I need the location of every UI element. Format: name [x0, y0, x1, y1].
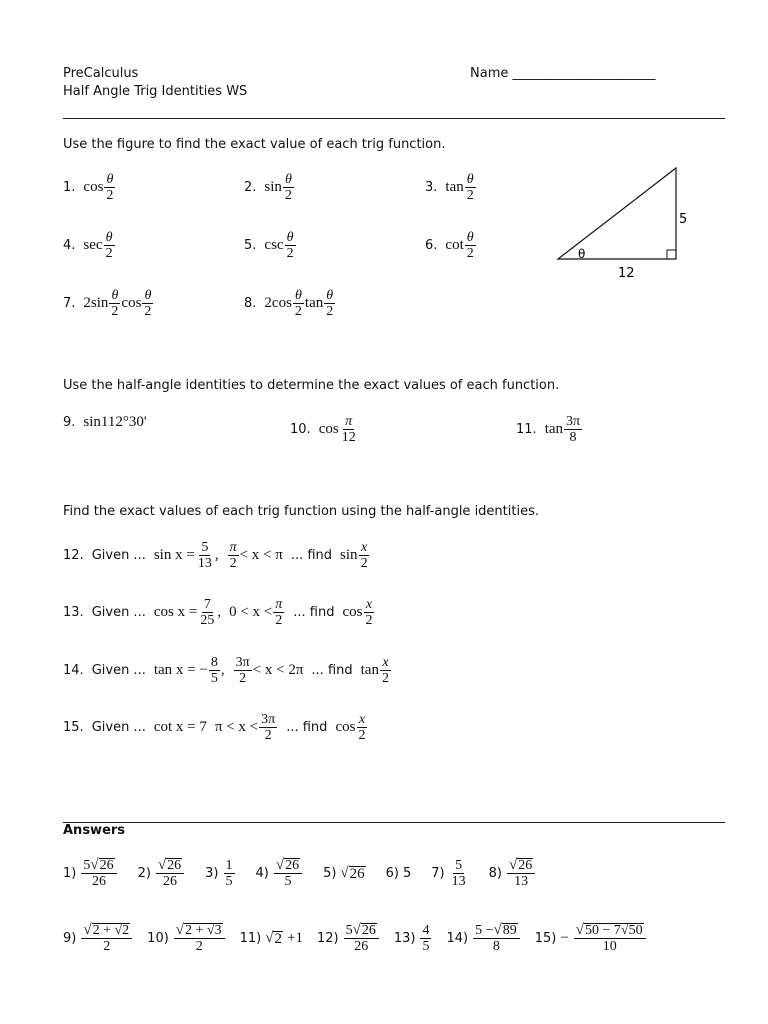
fraction: $\frac{8}{5}$: [210, 655, 218, 686]
condition: cos x =: [153, 604, 198, 620]
trig-function: tan: [445, 179, 464, 195]
problem-1: [63, 172, 116, 203]
fraction: $\frac{\theta}{2}$: [144, 288, 152, 319]
trig-function: 2cos: [264, 295, 292, 311]
fraction: $\frac{\theta}{2}$: [284, 172, 292, 203]
trig-function: tan: [304, 295, 324, 311]
trig-function: sin: [264, 179, 282, 195]
range: π < x <: [214, 719, 259, 735]
trig-function: cos: [83, 179, 104, 195]
fraction: $\frac{3\pi}{2}$: [261, 712, 276, 743]
fraction: $\frac{\pi}{2}$: [229, 540, 237, 571]
answers-row-1: [63, 858, 536, 889]
fraction: $\frac{\pi}{2}$: [275, 597, 283, 628]
condition: cot x = 7: [153, 719, 207, 735]
problem-9: [63, 414, 147, 431]
trig-function: sin: [340, 547, 358, 563]
problem-2: [244, 172, 295, 203]
fraction: $\frac{\theta}{2}$: [286, 230, 294, 261]
fraction: $\frac{x}{2}$: [365, 597, 373, 628]
problem-number: 11.: [516, 422, 537, 437]
section1-instruction: Use the figure to find the exact value of each trig function.: [63, 137, 446, 152]
fraction: $\frac{x}{2}$: [381, 655, 389, 686]
condition: sin x =: [153, 547, 195, 563]
problem-4: [63, 230, 116, 261]
triangle-shape: [558, 168, 676, 259]
answers-row-2: [63, 923, 647, 954]
problem-8: [244, 288, 336, 319]
problem-number: 12.: [63, 548, 84, 563]
fraction: $\frac{5}{13}$: [197, 540, 212, 571]
trig-function: cos: [121, 295, 142, 311]
answer-2: 2) √ 26 26: [138, 858, 186, 889]
problem-number: 2.: [244, 180, 257, 195]
answers-divider: [63, 822, 725, 823]
problem-number: 10.: [290, 422, 311, 437]
problem-6: [425, 230, 477, 261]
given-label: Given ...: [91, 605, 146, 620]
answers-heading: Answers: [63, 823, 126, 838]
answer-8: 8) √ 26 13: [489, 858, 537, 889]
trig-function: tan: [544, 421, 564, 437]
condition: tan x = −: [153, 662, 208, 678]
adjacent-side-label: 12: [618, 266, 635, 281]
problem-number: 8.: [244, 296, 257, 311]
fraction: $\frac{\theta}{2}$: [106, 172, 114, 203]
problem-14: 14. Given ... tan x = − $\frac{8}{5}$ , $\frac{3\pi}{2}$ < x < 2π ... find tan $\frac{x}{2}$: [63, 655, 389, 686]
fraction: $\frac{\pi}{12}$: [341, 414, 356, 445]
problem-11: [516, 414, 583, 445]
expression: sin112°30': [83, 414, 147, 430]
problem-13: 13. Given ... cos x = $\frac{7}{25}$ , 0 < x < $\frac{\pi}{2}$ ... find cos $\frac{x}{2}$: [63, 597, 373, 628]
answer-6: 6) 5: [385, 866, 412, 881]
angle-label: θ: [578, 247, 586, 261]
problem-7: [63, 288, 154, 319]
problem-number: 13.: [63, 605, 84, 620]
answer-13: 13) $\frac{4}{5}$: [393, 923, 430, 954]
problem-number: 14.: [63, 663, 84, 678]
opposite-side-label: 5: [679, 212, 688, 227]
trig-function: cos: [342, 604, 363, 620]
trig-function: sec: [83, 237, 103, 253]
trig-function: cos: [318, 421, 339, 437]
problem-12: 12. Given ... sin x = $\frac{5}{13}$ , $\frac{\pi}{2}$ < x < π ... find sin $\frac{x}{2}$: [63, 540, 368, 571]
problem-3: [425, 172, 477, 203]
fraction: $\frac{\theta}{2}$: [326, 288, 334, 319]
problem-5: [244, 230, 297, 261]
answer-12: 12) 5 √ 26 26: [317, 923, 380, 954]
fraction: $\frac{3\pi}{8}$: [566, 414, 581, 445]
find-label: ... find: [293, 605, 335, 620]
answer-5: 5) √ 26: [323, 865, 365, 882]
fraction: $\frac{3\pi}{2}$: [235, 655, 250, 686]
problem-number: 5.: [244, 238, 257, 253]
given-label: Given ...: [91, 720, 146, 735]
course-name: PreCalculus: [63, 66, 139, 81]
fraction: $\frac{\theta}{2}$: [466, 172, 474, 203]
answer-15: 15) − √ 50 − 7√50 10: [535, 923, 647, 954]
fraction: $\frac{\theta}{2}$: [466, 230, 474, 261]
problem-10: [290, 414, 359, 445]
find-label: ... find: [290, 548, 333, 563]
fraction: $\frac{\theta}{2}$: [111, 288, 119, 319]
problem-15: [63, 712, 368, 743]
problem-number: 6.: [425, 238, 438, 253]
section2-instruction: Use the half-angle identities to determine the exact values of each function.: [63, 378, 560, 393]
fraction: $\frac{7}{25}$: [200, 597, 215, 628]
find-label: ... find: [286, 720, 328, 735]
right-triangle-figure: [550, 160, 700, 285]
answer-4: 4) √ 26 5: [256, 858, 304, 889]
fraction: $\frac{x}{2}$: [358, 712, 366, 743]
range: < x < π: [239, 547, 283, 563]
answer-3: 3) $\frac{1}{5}$: [205, 858, 233, 889]
answer-7: 7) $\frac{5}{13}$: [431, 858, 466, 889]
header-divider: [63, 118, 725, 119]
fraction: $\frac{\theta}{2}$: [105, 230, 113, 261]
answer-10: 10) √ 2 + √3 2: [147, 923, 225, 954]
fraction: $\frac{\theta}{2}$: [294, 288, 302, 319]
range: < x < 2π: [252, 662, 304, 678]
section3-instruction: Find the exact values of each trig function using the half-angle identities.: [63, 504, 539, 519]
find-label: ... find: [311, 663, 353, 678]
problem-number: 1.: [63, 180, 76, 195]
name-field: Name ______________________: [470, 66, 656, 81]
problem-number: 3.: [425, 180, 438, 195]
given-label: Given ...: [91, 663, 146, 678]
problem-number: 4.: [63, 238, 76, 253]
answer-1: 1) 5 √ 26 26: [63, 858, 118, 889]
trig-function: csc: [264, 237, 284, 253]
answer-9: 9) √ 2 + √2 2: [63, 923, 133, 954]
worksheet-title: Half Angle Trig Identities WS: [63, 84, 248, 99]
answer-11: 11) √ 2 +1: [239, 930, 303, 947]
given-label: Given ...: [91, 548, 146, 563]
answer-14: 14) 5 − √ 89 8: [446, 923, 520, 954]
range: 0 < x <: [229, 604, 273, 620]
problem-number: 9.: [63, 415, 76, 430]
trig-function: 2sin: [83, 295, 109, 311]
problem-number: 15.: [63, 720, 84, 735]
trig-function: cot: [445, 237, 464, 253]
trig-function: cos: [335, 719, 356, 735]
problem-number: 7.: [63, 296, 76, 311]
trig-function: tan: [360, 662, 379, 678]
right-angle-marker: [667, 250, 676, 259]
fraction: $\frac{x}{2}$: [360, 540, 368, 571]
